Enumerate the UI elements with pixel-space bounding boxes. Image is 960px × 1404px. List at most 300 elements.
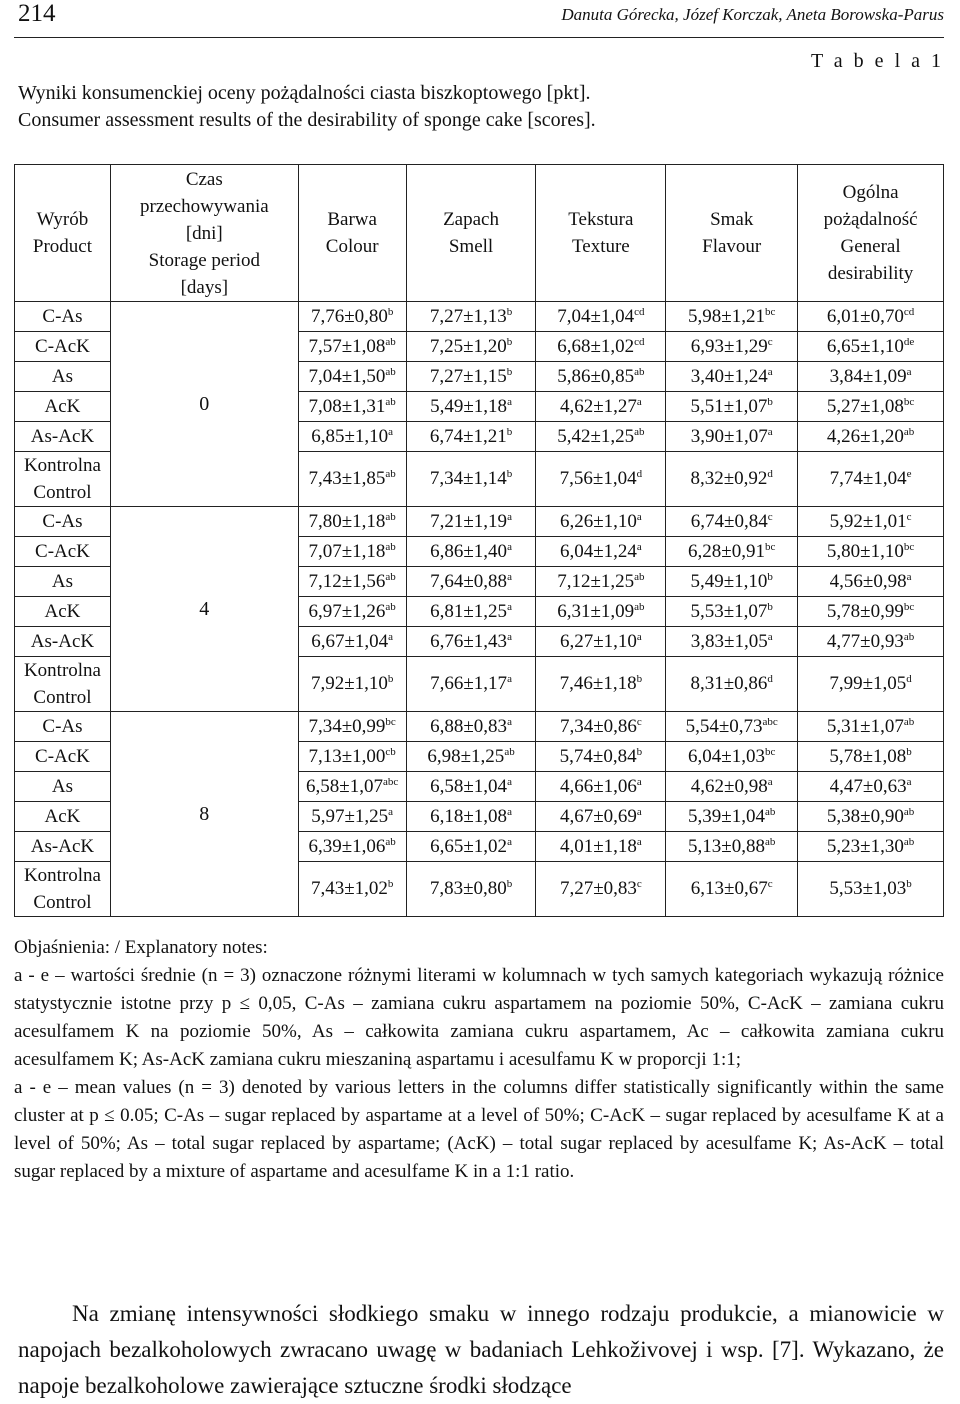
- value-cell: [298, 537, 406, 567]
- product-name: C-AcK: [35, 746, 90, 767]
- mean-sd-value: 7,83±0,80: [429, 878, 507, 899]
- value-cell: [406, 302, 536, 332]
- product-cell: [15, 597, 111, 627]
- value-cell: [798, 332, 944, 362]
- value-cell: [298, 302, 406, 332]
- significance-letters: cd: [634, 335, 645, 348]
- mean-sd-value: 7,46±1,18: [559, 673, 637, 694]
- mean-sd-value: 7,34±1,14: [429, 468, 507, 489]
- column-header-line: Product: [32, 236, 93, 257]
- significance-letters: ab: [385, 468, 396, 480]
- notes-english: a - e – mean values (n = 3) denoted by various letters in the columns differ statistically significantly within the same cluster at p ≤ 0.05; C-As – sugar replaced by aspartame at a level of 50%; C-AcK – sugar replaced by acesulfame K at a level of 50%; As – total sugar replaced by aspartame; (AcK) – total sugar replaced by acesulfame K; As-AcK – total sugar replaced by a mixture of aspartame and acesulfame K in a 1:1 ratio.: [14, 1077, 944, 1182]
- value-cell: [536, 452, 666, 507]
- mean-sd-value: 7,13±1,00: [308, 745, 386, 767]
- table-caption: [18, 80, 596, 134]
- column-header-line: Zapach: [443, 209, 499, 230]
- significance-letters: b: [506, 335, 513, 348]
- significance-letters: d: [636, 468, 643, 480]
- product-cell: [15, 452, 111, 507]
- value-cell: [798, 862, 944, 917]
- significance-letters: a: [507, 600, 512, 613]
- column-header-line: Smak: [710, 209, 754, 230]
- product-cell: [15, 802, 111, 832]
- significance-letters: ab: [903, 630, 915, 643]
- significance-letters: cd: [634, 305, 645, 318]
- significance-letters: a: [507, 540, 512, 553]
- significance-letters: ab: [385, 365, 396, 378]
- significance-letters: b: [387, 673, 394, 685]
- mean-sd-value: 5,13±0,88: [688, 835, 765, 857]
- value-cell: [798, 772, 944, 802]
- significance-letters: c: [636, 878, 642, 890]
- significance-letters: a: [767, 775, 773, 788]
- significance-letters: de: [903, 335, 915, 348]
- mean-sd-value: 7,66±1,17: [430, 673, 508, 694]
- significance-letters: a: [767, 425, 773, 438]
- mean-sd-value: 6,97±1,26: [308, 600, 386, 622]
- column-header-line: pożądalność: [823, 209, 918, 230]
- product-cell: [15, 537, 111, 567]
- significance-letters: b: [636, 745, 643, 758]
- product-cell: [15, 657, 111, 712]
- significance-letters: a: [767, 630, 773, 643]
- value-cell: [798, 597, 944, 627]
- value-cell: [798, 422, 944, 452]
- value-cell: [536, 422, 666, 452]
- significance-letters: c: [636, 715, 642, 728]
- significance-letters: b: [387, 878, 394, 890]
- mean-sd-value: 7,27±1,15: [429, 365, 507, 387]
- mean-sd-value: 7,27±1,13: [429, 305, 507, 327]
- significance-letters: a: [388, 805, 394, 818]
- value-cell: [666, 567, 798, 597]
- mean-sd-value: 6,39±1,06: [308, 835, 386, 857]
- significance-letters: a: [507, 510, 512, 523]
- table-label: T a b e l a 1: [810, 50, 944, 72]
- mean-sd-value: 6,04±1,03: [688, 745, 765, 767]
- value-cell: [406, 657, 536, 712]
- mean-sd-value: 6,93±1,29: [690, 335, 768, 357]
- product-name: AcK: [44, 396, 81, 417]
- significance-letters: a: [388, 630, 394, 643]
- column-header-line: [days]: [180, 276, 229, 298]
- significance-letters: a: [636, 510, 642, 523]
- mean-sd-value: 6,31±1,09: [557, 600, 635, 622]
- product-name: As-AcK: [30, 426, 95, 447]
- mean-sd-value: 6,85±1,10: [311, 425, 389, 447]
- value-cell: [406, 742, 536, 772]
- value-cell: [298, 772, 406, 802]
- value-cell: [406, 392, 536, 422]
- product-name: Kontrolna: [23, 865, 101, 886]
- page-header: [14, 0, 944, 38]
- value-cell: [798, 712, 944, 742]
- significance-letters: ab: [385, 600, 396, 613]
- column-header-line: Ogólna: [842, 182, 899, 203]
- mean-sd-value: 5,51±1,07: [690, 395, 768, 417]
- value-cell: [798, 657, 944, 712]
- table-header-row: [15, 165, 944, 302]
- mean-sd-value: 7,80±1,18: [308, 510, 386, 532]
- value-cell: [666, 802, 798, 832]
- value-cell: [666, 742, 798, 772]
- mean-sd-value: 6,18±1,08: [430, 805, 508, 827]
- significance-letters: d: [767, 673, 773, 685]
- mean-sd-value: 8,31±0,86: [690, 673, 768, 694]
- value-cell: [406, 332, 536, 362]
- column-header: [406, 165, 536, 302]
- significance-letters: bc: [903, 540, 915, 553]
- column-header-line: Wyrób: [36, 209, 89, 230]
- significance-letters: b: [767, 570, 773, 583]
- value-cell: [536, 597, 666, 627]
- column-header: [110, 165, 298, 302]
- product-cell: [15, 362, 111, 392]
- mean-sd-value: 7,57±1,08: [308, 335, 386, 357]
- significance-letters: cd: [903, 305, 915, 318]
- mean-sd-value: 6,74±0,84: [690, 510, 768, 532]
- significance-letters: a: [507, 715, 512, 728]
- value-cell: [298, 507, 406, 537]
- value-cell: [798, 362, 944, 392]
- value-cell: [298, 422, 406, 452]
- mean-sd-value: 5,97±1,25: [311, 805, 389, 827]
- mean-sd-value: 5,49±1,18: [430, 395, 508, 417]
- significance-letters: a: [906, 775, 912, 788]
- significance-letters: b: [506, 468, 513, 480]
- table-row: [15, 302, 944, 332]
- product-cell: [15, 507, 111, 537]
- mean-sd-value: 7,56±1,04: [559, 468, 637, 489]
- product-cell: [15, 302, 111, 332]
- value-cell: [798, 567, 944, 597]
- product-name: Control: [33, 892, 92, 913]
- value-cell: [406, 597, 536, 627]
- value-cell: [298, 362, 406, 392]
- column-header: [536, 165, 666, 302]
- value-cell: [536, 537, 666, 567]
- value-cell: [536, 742, 666, 772]
- column-header-line: Tekstura: [568, 209, 634, 230]
- mean-sd-value: 5,74±0,84: [559, 745, 637, 767]
- significance-letters: ab: [385, 510, 396, 523]
- value-cell: [666, 862, 798, 917]
- product-name: As: [51, 366, 74, 387]
- value-cell: [298, 802, 406, 832]
- product-name: Kontrolna: [23, 660, 101, 681]
- mean-sd-value: 5,98±1,21: [688, 305, 765, 327]
- value-cell: [406, 832, 536, 862]
- significance-letters: a: [906, 365, 912, 378]
- significance-letters: ab: [385, 335, 396, 348]
- significance-letters: a: [636, 540, 642, 553]
- mean-sd-value: 7,08±1,31: [308, 395, 386, 417]
- storage-period-cell: 0: [110, 302, 298, 507]
- significance-letters: ab: [764, 805, 776, 818]
- mean-sd-value: 6,74±1,21: [429, 425, 507, 447]
- significance-letters: ab: [634, 425, 645, 438]
- value-cell: [298, 627, 406, 657]
- mean-sd-value: 4,47±0,63: [829, 775, 907, 797]
- mean-sd-value: 5,78±0,99: [826, 600, 904, 622]
- mean-sd-value: 7,34±0,99: [308, 715, 386, 737]
- value-cell: [406, 802, 536, 832]
- mean-sd-value: 5,31±1,07: [826, 715, 904, 737]
- mean-sd-value: 6,58±1,04: [430, 775, 508, 797]
- significance-letters: a: [636, 630, 642, 643]
- significance-letters: a: [507, 775, 512, 788]
- value-cell: [406, 422, 536, 452]
- results-table: [14, 164, 944, 917]
- product-name: C-As: [42, 716, 83, 737]
- value-cell: [798, 392, 944, 422]
- mean-sd-value: 3,40±1,24: [690, 365, 768, 387]
- mean-sd-value: 5,80±1,10: [826, 540, 904, 562]
- significance-letters: abc: [762, 715, 778, 728]
- significance-letters: abc: [382, 775, 399, 788]
- mean-sd-value: 6,86±1,40: [430, 540, 508, 562]
- product-name: C-As: [42, 511, 83, 532]
- value-cell: [536, 507, 666, 537]
- mean-sd-value: 5,39±1,04: [688, 805, 765, 827]
- significance-letters: e: [906, 468, 912, 480]
- product-name: AcK: [44, 806, 81, 827]
- significance-letters: a: [636, 835, 642, 848]
- mean-sd-value: 7,04±1,04: [557, 305, 635, 327]
- significance-letters: bc: [764, 540, 776, 553]
- product-cell: [15, 567, 111, 597]
- significance-letters: d: [906, 673, 912, 685]
- notes-title: Objaśnienia: / Explanatory notes:: [14, 937, 268, 958]
- column-header-line: Smell: [448, 236, 494, 257]
- significance-letters: bc: [903, 600, 915, 613]
- value-cell: [666, 712, 798, 742]
- significance-letters: b: [506, 425, 513, 438]
- mean-sd-value: 4,56±0,98: [829, 570, 907, 592]
- running-head-authors: Danuta Górecka, Józef Korczak, Aneta Borowska-Parus: [561, 5, 944, 24]
- significance-letters: a: [388, 425, 394, 438]
- product-cell: [15, 742, 111, 772]
- significance-letters: b: [767, 600, 773, 613]
- value-cell: [666, 537, 798, 567]
- value-cell: [536, 802, 666, 832]
- significance-letters: ab: [504, 745, 515, 758]
- significance-letters: bc: [903, 395, 915, 408]
- product-name: C-AcK: [35, 336, 90, 357]
- significance-letters: a: [507, 395, 512, 408]
- mean-sd-value: 6,98±1,25: [427, 745, 505, 767]
- value-cell: [536, 302, 666, 332]
- mean-sd-value: 7,27±0,83: [559, 878, 637, 899]
- mean-sd-value: 4,01±1,18: [559, 835, 637, 857]
- significance-letters: a: [906, 570, 912, 583]
- column-header-line: desirability: [827, 263, 914, 284]
- storage-period-cell: 8: [110, 712, 298, 917]
- significance-letters: c: [767, 878, 773, 890]
- significance-letters: ab: [764, 835, 776, 848]
- column-header: [798, 165, 944, 302]
- value-cell: [798, 452, 944, 507]
- mean-sd-value: 6,65±1,02: [430, 835, 508, 857]
- product-cell: [15, 772, 111, 802]
- product-name: Kontrolna: [23, 455, 101, 476]
- table-row: [15, 712, 944, 742]
- page-number: 214: [18, 0, 56, 27]
- mean-sd-value: 4,62±0,98: [690, 775, 768, 797]
- mean-sd-value: 7,25±1,20: [429, 335, 507, 357]
- mean-sd-value: 7,04±1,50: [308, 365, 386, 387]
- value-cell: [666, 832, 798, 862]
- product-name: AcK: [44, 601, 81, 622]
- significance-letters: a: [636, 775, 642, 788]
- value-cell: [798, 832, 944, 862]
- column-header-line: Storage period: [148, 249, 260, 271]
- value-cell: [798, 742, 944, 772]
- product-cell: [15, 392, 111, 422]
- mean-sd-value: 7,43±1,85: [308, 468, 386, 489]
- significance-letters: b: [906, 745, 912, 758]
- significance-letters: a: [507, 570, 512, 583]
- mean-sd-value: 4,66±1,06: [559, 775, 637, 797]
- significance-letters: ab: [634, 600, 645, 613]
- value-cell: [298, 597, 406, 627]
- column-header-line: Czas: [185, 168, 223, 190]
- significance-letters: ab: [903, 715, 915, 728]
- product-name: As: [51, 776, 74, 797]
- value-cell: [298, 452, 406, 507]
- significance-letters: c: [906, 510, 912, 523]
- mean-sd-value: 6,88±0,83: [430, 715, 508, 737]
- significance-letters: d: [767, 468, 773, 480]
- product-name: C-As: [42, 306, 83, 327]
- body-paragraph: Na zmianę intensywności słodkiego smaku w innego rodzaju produkcie, a mianowicie w napojach bezalkoholowych zwracano uwagę w badaniach Lehkoživovej i wsp. [7]. Wykazano, że napoje bezalkoholowe zawierające sztuczne środki słodzące: [18, 1301, 944, 1398]
- mean-sd-value: 6,27±1,10: [559, 630, 637, 652]
- significance-letters: bc: [385, 715, 396, 728]
- column-header-line: przechowywania: [139, 195, 269, 217]
- significance-letters: c: [767, 510, 773, 523]
- mean-sd-value: 6,76±1,43: [430, 630, 508, 652]
- significance-letters: ab: [634, 570, 645, 583]
- mean-sd-value: 5,78±1,08: [829, 745, 907, 767]
- significance-letters: ab: [634, 365, 645, 378]
- mean-sd-value: 4,67±0,69: [559, 805, 637, 827]
- value-cell: [406, 537, 536, 567]
- value-cell: [298, 832, 406, 862]
- value-cell: [666, 452, 798, 507]
- mean-sd-value: 5,54±0,73: [685, 715, 763, 737]
- value-cell: [298, 742, 406, 772]
- table-body: [15, 302, 944, 917]
- column-header: [666, 165, 798, 302]
- value-cell: [666, 507, 798, 537]
- mean-sd-value: 6,67±1,04: [311, 630, 389, 652]
- mean-sd-value: 5,38±0,90: [826, 805, 904, 827]
- product-name: Control: [33, 687, 92, 708]
- value-cell: [406, 362, 536, 392]
- mean-sd-value: 6,68±1,02: [557, 335, 635, 357]
- mean-sd-value: 7,76±0,80: [310, 305, 388, 327]
- product-name: As-AcK: [30, 836, 95, 857]
- value-cell: [798, 302, 944, 332]
- storage-period-cell: 4: [110, 507, 298, 712]
- value-cell: [666, 657, 798, 712]
- value-cell: [536, 362, 666, 392]
- significance-letters: a: [767, 365, 773, 378]
- value-cell: [666, 772, 798, 802]
- significance-letters: ab: [385, 835, 396, 848]
- mean-sd-value: 7,99±1,05: [829, 673, 907, 694]
- value-cell: [798, 802, 944, 832]
- significance-letters: ab: [903, 805, 915, 818]
- value-cell: [406, 567, 536, 597]
- significance-letters: a: [636, 805, 642, 818]
- mean-sd-value: 7,64±0,88: [430, 570, 508, 592]
- column-header-line: Colour: [325, 236, 379, 257]
- product-cell: [15, 832, 111, 862]
- mean-sd-value: 7,21±1,19: [430, 510, 508, 532]
- value-cell: [798, 537, 944, 567]
- value-cell: [298, 332, 406, 362]
- product-name: As-AcK: [30, 631, 95, 652]
- value-cell: [666, 332, 798, 362]
- significance-letters: cb: [385, 745, 396, 758]
- significance-letters: b: [767, 395, 773, 408]
- value-cell: [536, 832, 666, 862]
- mean-sd-value: 6,58±1,07: [306, 775, 383, 797]
- value-cell: [666, 627, 798, 657]
- mean-sd-value: 6,01±0,70: [826, 305, 904, 327]
- value-cell: [298, 712, 406, 742]
- column-header-line: [dni]: [185, 222, 223, 244]
- mean-sd-value: 6,04±1,24: [559, 540, 637, 562]
- value-cell: [406, 772, 536, 802]
- value-cell: [666, 422, 798, 452]
- value-cell: [666, 597, 798, 627]
- significance-letters: a: [507, 673, 512, 685]
- mean-sd-value: 7,07±1,18: [308, 540, 386, 562]
- significance-letters: b: [506, 878, 513, 890]
- significance-letters: a: [507, 630, 512, 643]
- value-cell: [298, 657, 406, 712]
- mean-sd-value: 7,12±1,25: [557, 570, 635, 592]
- product-cell: [15, 862, 111, 917]
- mean-sd-value: 6,13±0,67: [690, 878, 768, 899]
- mean-sd-value: 5,92±1,01: [829, 510, 907, 532]
- mean-sd-value: 6,65±1,10: [826, 335, 904, 357]
- column-header-line: Texture: [571, 236, 630, 257]
- mean-sd-value: 5,27±1,08: [826, 395, 904, 417]
- product-cell: [15, 712, 111, 742]
- product-cell: [15, 332, 111, 362]
- mean-sd-value: 5,23±1,30: [826, 835, 904, 857]
- mean-sd-value: 7,74±1,04: [829, 468, 907, 489]
- column-header-line: General: [840, 236, 901, 257]
- mean-sd-value: 5,53±1,03: [829, 878, 907, 899]
- value-cell: [536, 657, 666, 712]
- value-cell: [798, 507, 944, 537]
- product-cell: [15, 627, 111, 657]
- product-name: Control: [33, 482, 92, 503]
- mean-sd-value: 3,84±1,09: [829, 365, 907, 387]
- value-cell: [666, 392, 798, 422]
- column-header-line: Barwa: [327, 209, 377, 230]
- value-cell: [798, 627, 944, 657]
- significance-letters: b: [636, 673, 643, 685]
- value-cell: [536, 392, 666, 422]
- column-header: [298, 165, 406, 302]
- value-cell: [298, 567, 406, 597]
- significance-letters: bc: [764, 305, 776, 318]
